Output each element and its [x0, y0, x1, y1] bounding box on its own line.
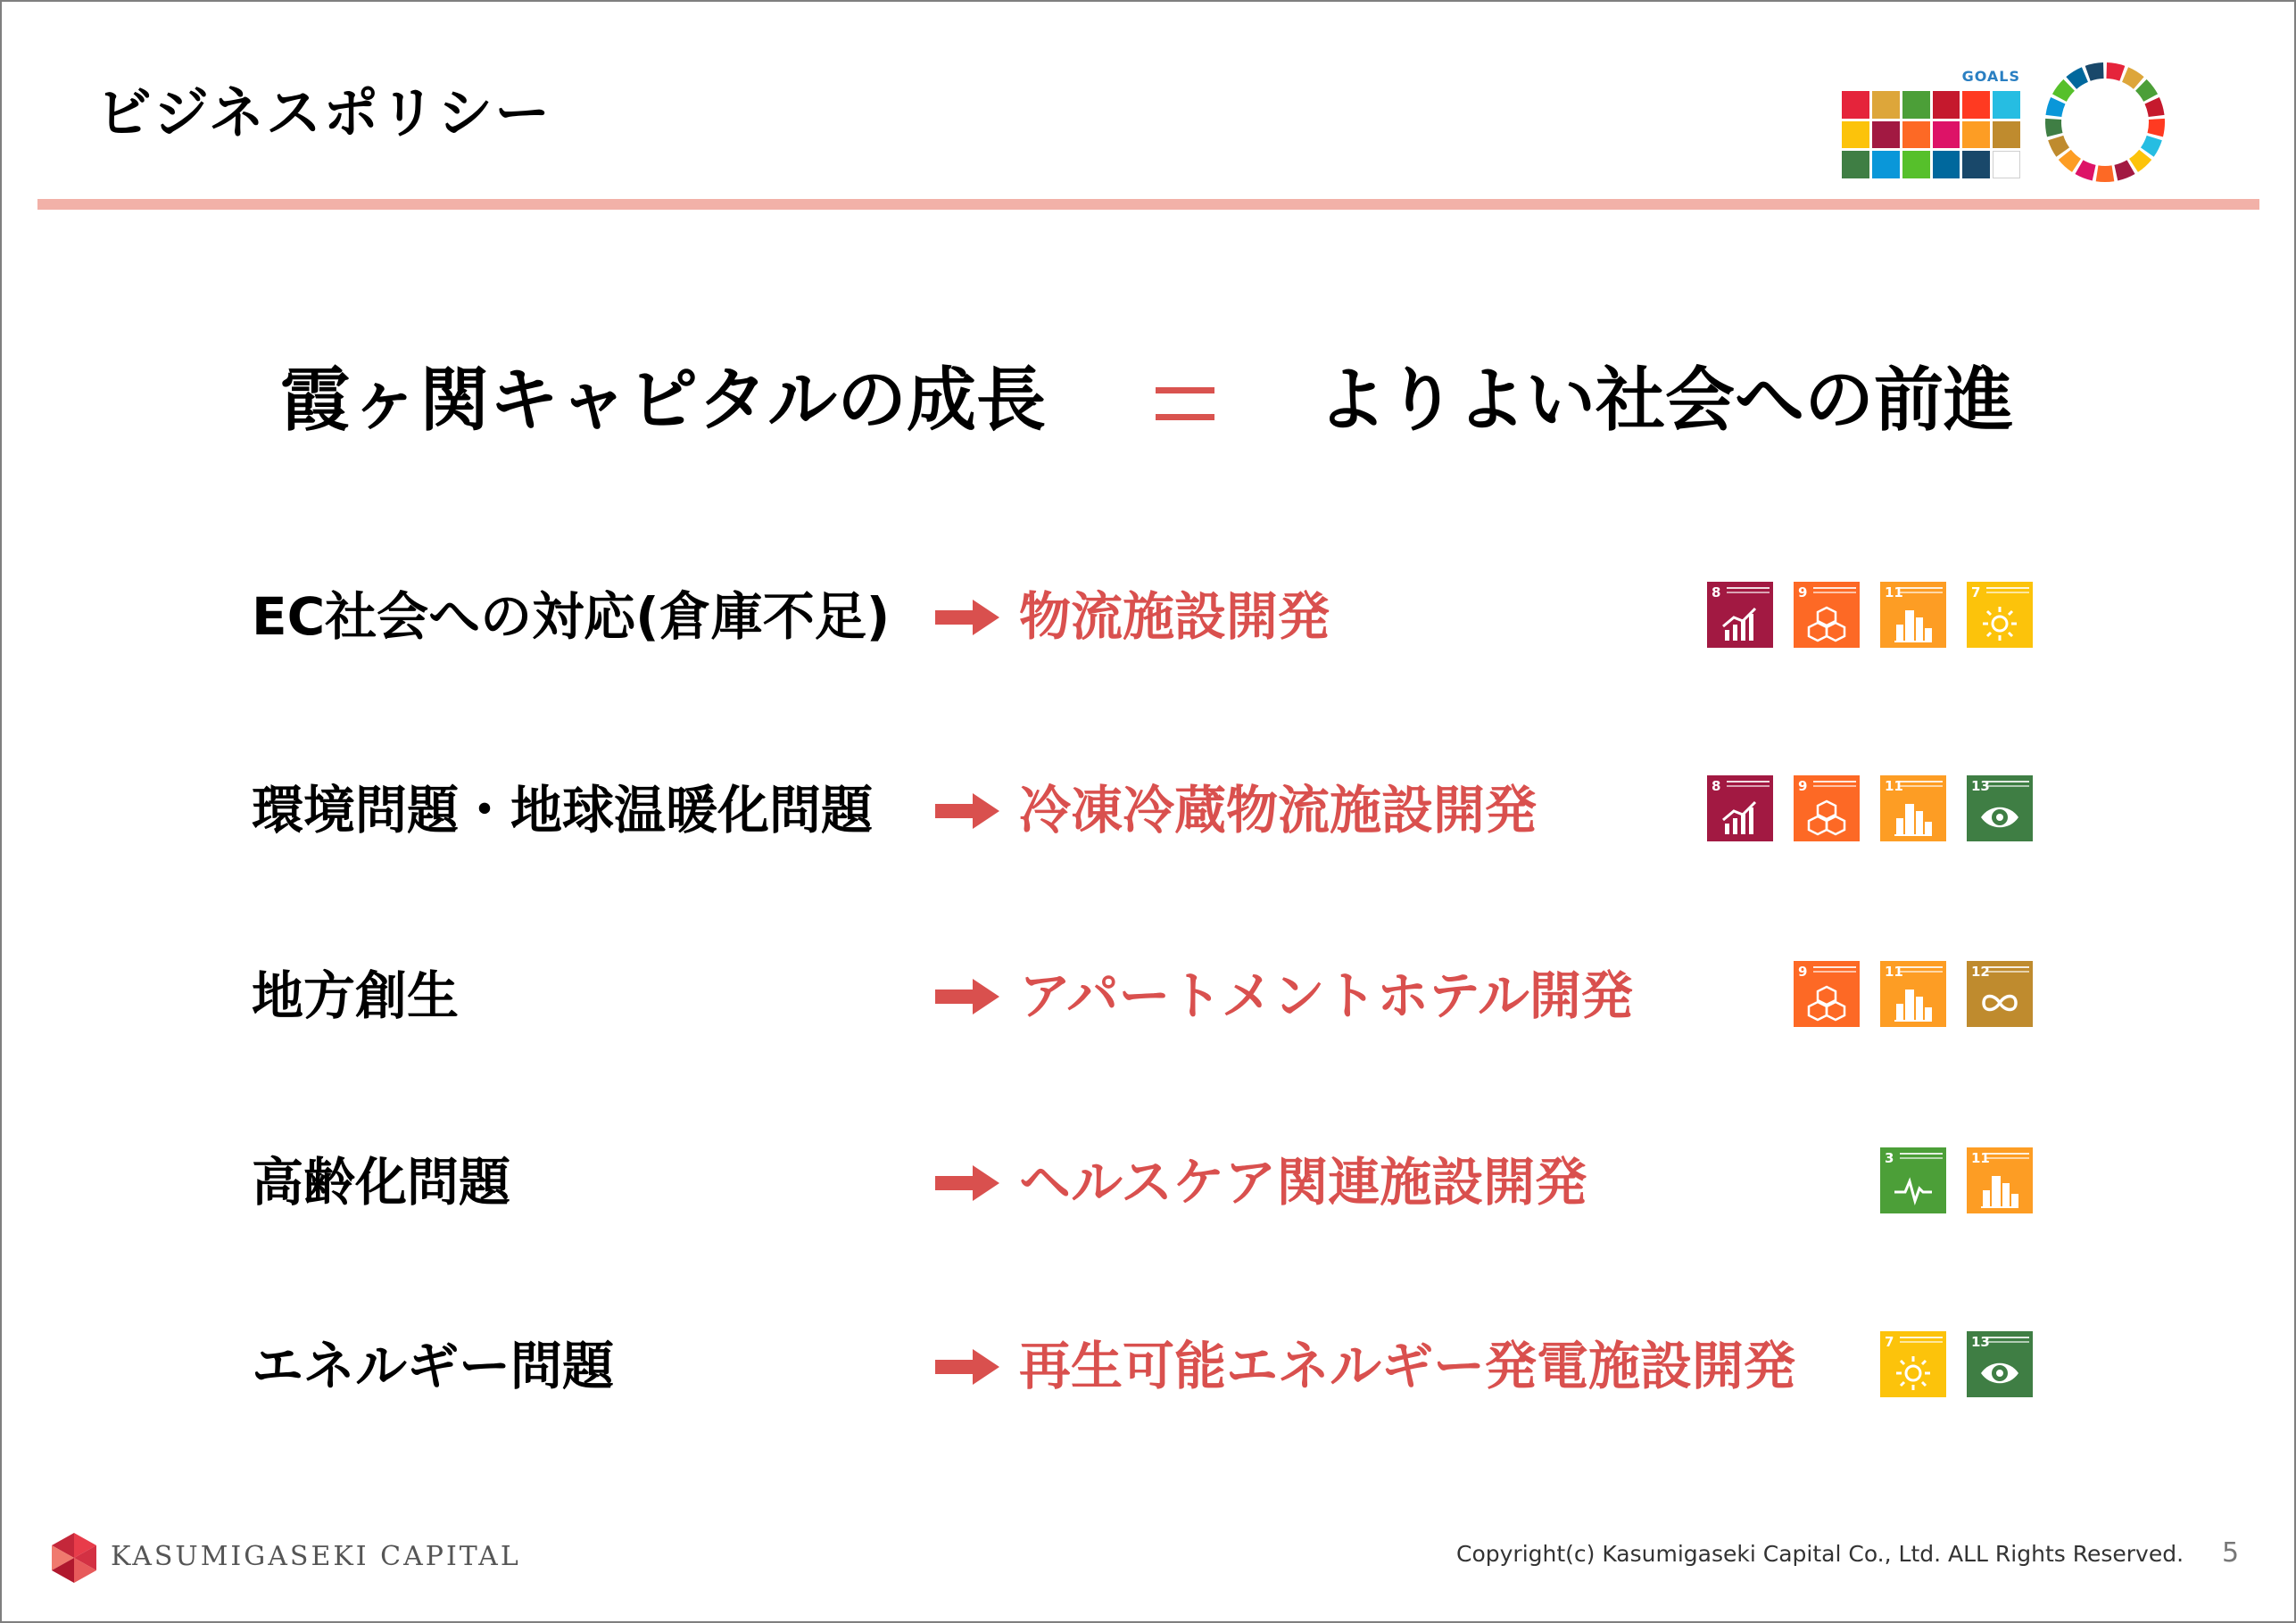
equals-bar-bottom: [1156, 414, 1214, 420]
sun-icon: [1893, 1354, 1934, 1392]
wheel-segment: [2107, 70, 2123, 73]
sdg-goal-number: 3: [1885, 1150, 1894, 1166]
eye-globe-icon: [1979, 1354, 2020, 1392]
sdg-goal-caption: [1900, 1153, 1943, 1159]
sdg-goal-number: 11: [1885, 778, 1903, 794]
buildings-icon: [1893, 799, 1934, 836]
wheel-segment: [2126, 75, 2139, 83]
row-issue: 環境問題・地球温暖化問題: [252, 780, 874, 840]
wheel-segment: [2056, 138, 2063, 153]
poster-goal-cell: [1962, 151, 1990, 178]
sdg-goal-number: 9: [1798, 778, 1808, 794]
sdg-goal-7-tile: [1967, 582, 2033, 648]
row-solution: 再生可能エネルギー発電施設開発: [1019, 1336, 1796, 1396]
poster-goal-cell: [1902, 151, 1930, 178]
row-issue: 地方創生: [252, 965, 460, 1026]
infinity-icon: [1979, 984, 2020, 1022]
sdg-goal-caption: [1986, 966, 2029, 973]
sdg-goal-8-tile: [1707, 775, 1773, 841]
poster-goal-cell: [1872, 121, 1900, 149]
equals-sign: [1156, 384, 1214, 423]
sdg-goal-caption: [1900, 587, 1943, 593]
buildings-icon: [1893, 605, 1934, 642]
wheel-segment: [2060, 85, 2069, 97]
sdg-goal-caption: [1727, 587, 1770, 593]
poster-goal-cell: [1842, 151, 1869, 178]
poster-goal-cell: [1993, 121, 2020, 149]
footer-company-name: KASUMIGASEKI CAPITAL: [111, 1541, 521, 1572]
sdg-goal-8-tile: [1707, 582, 1773, 648]
arrow-right-icon: [935, 1347, 999, 1387]
sdg-goal-number: 13: [1971, 1334, 1990, 1350]
headline-right: よりよい社会への前進: [1317, 360, 2014, 441]
row-issue: EC社会への対応(倉庫不足): [252, 586, 891, 647]
poster-goal-cell: [1962, 121, 1990, 149]
row-issue: エネルギー問題: [252, 1336, 615, 1396]
sdg-goal-caption: [1900, 1337, 1943, 1343]
wheel-segment: [2071, 75, 2085, 83]
wheel-segment: [2065, 154, 2076, 165]
sdg-goal-13-tile: [1967, 1331, 2033, 1397]
cubes-icon: [1806, 605, 1847, 642]
sdg-goal-7-tile: [1880, 1331, 1946, 1397]
buildings-icon: [1893, 984, 1934, 1022]
wheel-segment: [2116, 167, 2131, 172]
wheel-segment: [2097, 173, 2113, 174]
wheel-segment: [2053, 101, 2058, 116]
company-logo-icon: [52, 1533, 96, 1583]
poster-goal-cell: [1872, 91, 1900, 119]
sdg-wheel-icon: [2043, 61, 2167, 184]
sdg-goal-caption: [1813, 587, 1856, 593]
poster-goal-cell: [1872, 151, 1900, 178]
wheel-segment: [2155, 119, 2157, 135]
equals-bar-top: [1156, 387, 1214, 393]
sdg-goal-9-tile: [1794, 775, 1860, 841]
sdg-goal-9-tile: [1794, 961, 1860, 1027]
sdg-goal-caption: [1986, 1153, 2029, 1159]
sdg-goal-11-tile: [1967, 1147, 2033, 1213]
sdg-goal-number: 11: [1885, 584, 1903, 600]
wheel-segment: [2141, 85, 2151, 97]
arrow-right-icon: [935, 598, 999, 637]
wheel-segment: [2134, 154, 2145, 165]
arrow-right-icon: [935, 1163, 999, 1203]
poster-goal-cell: [1993, 91, 2020, 119]
sdg-goal-9-tile: [1794, 582, 1860, 648]
footer-copyright: Copyright(c) Kasumigaseki Capital Co., Ltd. ALL Rights Reserved.: [1456, 1541, 2184, 1567]
row-solution: ヘルスケア関連施設開発: [1019, 1152, 1587, 1213]
cubes-icon: [1806, 984, 1847, 1022]
sdg-goal-caption: [1986, 587, 2029, 593]
row-solution: アパートメントホテル開発: [1019, 965, 1633, 1026]
sdg-goal-11-tile: [1880, 961, 1946, 1027]
poster-goal-cell: [1902, 91, 1930, 119]
poster-goal-cell: [1993, 151, 2020, 178]
sdg-goal-caption: [1986, 1337, 2029, 1343]
wheel-segment: [2147, 138, 2154, 153]
sdg-goal-number: 12: [1971, 964, 1990, 980]
sdg-goal-number: 9: [1798, 964, 1808, 980]
growth-chart-icon: [1720, 605, 1761, 642]
buildings-icon: [1979, 1171, 2020, 1208]
eye-globe-icon: [1979, 799, 2020, 836]
sdg-goal-12-tile: [1967, 961, 2033, 1027]
poster-goals-label: GOALS: [1961, 67, 2020, 85]
poster-goal-cell: [1933, 91, 1960, 119]
poster-goal-cell: [1842, 91, 1869, 119]
poster-goal-cell: [1902, 121, 1930, 149]
sdg-poster-logo: [1842, 62, 2020, 178]
wheel-segment: [2088, 70, 2104, 73]
poster-goal-cell: [1933, 151, 1960, 178]
row-solution: 冷凍冷蔵物流施設開発: [1019, 780, 1538, 840]
sdg-goal-number: 7: [1971, 584, 1981, 600]
row-issue: 高齢化問題: [252, 1152, 511, 1213]
sun-icon: [1979, 605, 2020, 642]
sdg-goal-number: 9: [1798, 584, 1808, 600]
title-divider: [37, 199, 2259, 210]
wheel-segment: [2079, 167, 2094, 172]
page-number: 5: [2222, 1537, 2240, 1569]
sdg-goal-number: 11: [1971, 1150, 1990, 1166]
sdg-goal-caption: [1986, 781, 2029, 787]
poster-grid: [1842, 91, 2020, 178]
page-title: ビジネスポリシー: [96, 80, 552, 145]
growth-chart-icon: [1720, 799, 1761, 836]
sdg-goal-number: 8: [1712, 584, 1721, 600]
heartbeat-icon: [1893, 1171, 1934, 1208]
poster-header: [1842, 62, 2020, 89]
arrow-right-icon: [935, 977, 999, 1016]
arrow-right-icon: [935, 791, 999, 831]
poster-goal-cell: [1842, 121, 1869, 149]
sdg-goal-11-tile: [1880, 775, 1946, 841]
sdg-goal-caption: [1813, 966, 1856, 973]
cubes-icon: [1806, 799, 1847, 836]
sdg-goal-13-tile: [1967, 775, 2033, 841]
sdg-goal-number: 8: [1712, 778, 1721, 794]
sdg-goal-number: 11: [1885, 964, 1903, 980]
wheel-segment: [2152, 101, 2157, 116]
wheel-segment: [2053, 119, 2055, 135]
sdg-goal-3-tile: [1880, 1147, 1946, 1213]
headline-left: 霞ヶ関キャピタルの成長: [280, 360, 1047, 441]
poster-goal-cell: [1933, 121, 1960, 149]
sdg-goal-number: 13: [1971, 778, 1990, 794]
row-solution: 物流施設開発: [1019, 586, 1330, 647]
sdg-goal-caption: [1900, 781, 1943, 787]
sdg-goal-caption: [1813, 781, 1856, 787]
sdg-goal-11-tile: [1880, 582, 1946, 648]
sdg-goal-number: 7: [1885, 1334, 1894, 1350]
sdg-goal-caption: [1727, 781, 1770, 787]
sdg-goal-caption: [1900, 966, 1943, 973]
poster-goal-cell: [1962, 91, 1990, 119]
